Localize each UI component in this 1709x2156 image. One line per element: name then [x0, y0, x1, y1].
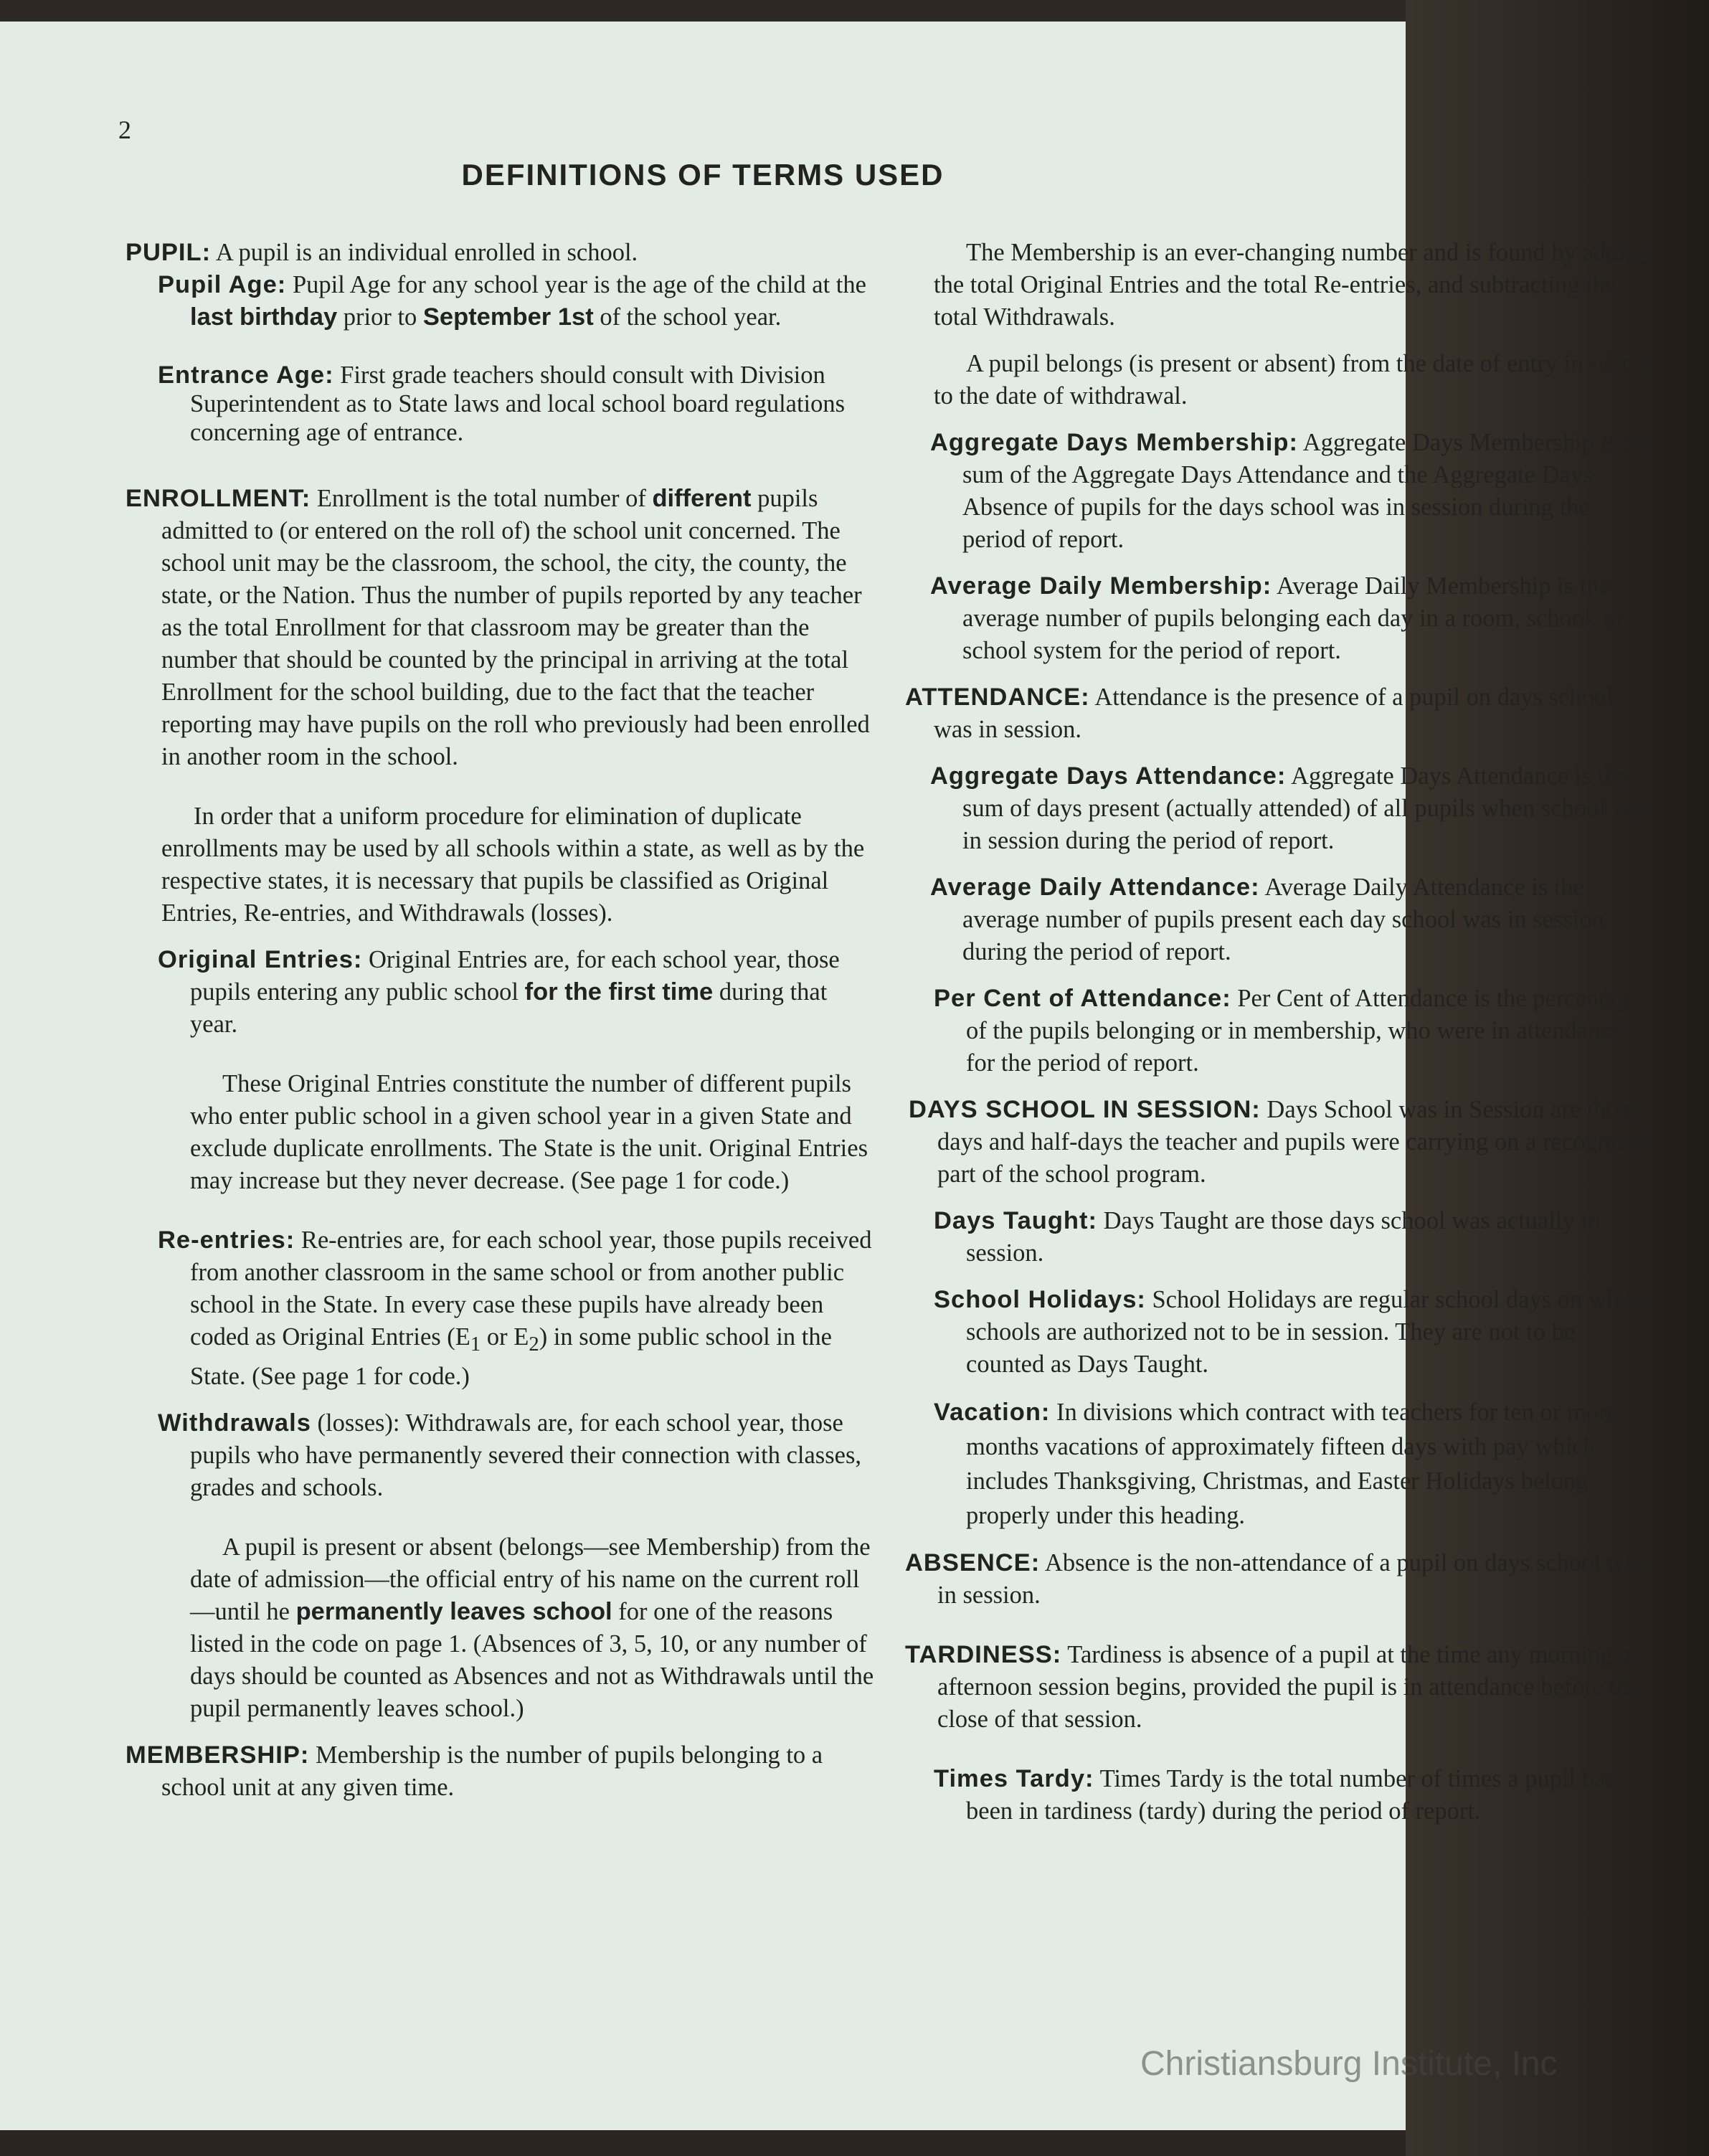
term-aggregate-days-attendance: Aggregate Days Attendance: [930, 762, 1287, 790]
page-number: 2 [118, 115, 131, 144]
term-pupil: PUPIL: [126, 239, 212, 266]
definition-text: A pupil is an individual enrolled in school. [211, 239, 638, 266]
definition-text: Absence is the non-attendance of a pupil on days school was in session. [937, 1549, 1646, 1609]
emphasis-text: last birthday [190, 303, 338, 331]
term-school-holidays: School Holidays: [934, 1286, 1146, 1313]
definition-text: for one of the reasons listed in the code on page 1. (Absences of 3, 5, 10, or any number of days should be counted as Absences and not as Withdrawals until the pupil permanently leaves school.) [190, 1597, 874, 1722]
definition-text: Tardiness is absence of a pupil at the time any morning or afternoon session begins, provided the pupil is in attendance before the close of that session. [937, 1641, 1641, 1733]
definition-text: A pupil is present or absent (belongs—see Membership) from the date of admission—the official entry of his name on the current roll—until he [190, 1533, 871, 1625]
term-days-school-in-session: DAYS SCHOOL IN SESSION: [909, 1096, 1261, 1123]
definition-text: (losses): Withdrawals are, for each school year, those pupils who have permanently severed their connection with classes, grades and schools. [190, 1409, 862, 1501]
term-enrollment: ENROLLMENT: [126, 485, 311, 512]
scan-top-edge [0, 0, 1406, 22]
definition-text: Per Cent of Attendance is the percentage of the pupils belonging or in membership, who were in attendance for the period of report. [966, 985, 1640, 1077]
definition-text: Re-entries are, for each school year, those pupils received from another classroom in the same school or from another public school in the State. In every case these pupils have already been coded as Original Entries (E [190, 1226, 872, 1351]
definition-reentries [126, 1224, 875, 1393]
definition-entrance-age [126, 361, 875, 447]
definition-text: during that year. [190, 978, 828, 1038]
definition-text: Original Entries are, for each school year, those pupils entering any public school [190, 946, 840, 1006]
term-pupil-age: Pupil Age: [158, 271, 287, 298]
watermark: Christiansburg Institute, Inc [1140, 2045, 1558, 2083]
emphasis-text: for the first time [524, 978, 714, 1006]
paragraph-present-absent [126, 1531, 875, 1725]
emphasis-text: permanently leaves school [295, 1597, 612, 1625]
definition-text: of the school year. [593, 303, 782, 331]
term-reentries: Re-entries: [158, 1226, 295, 1254]
right-column [905, 237, 1654, 1828]
definition-text: Times Tardy is the total number of times a pupil has been in tardiness (tardy) during the period of report. [966, 1765, 1615, 1825]
term-entrance-age: Entrance Age: [158, 361, 334, 389]
paragraph-pupil-belongs: A pupil belongs (is present or absent) from the date of entry in school to the date of withdrawal. [934, 350, 1654, 410]
definition-aggregate-days-attendance [905, 760, 1654, 857]
term-absence: ABSENCE: [905, 1549, 1041, 1576]
definition-absence [905, 1547, 1654, 1612]
emphasis-text: different [652, 485, 752, 512]
term-times-tardy: Times Tardy: [934, 1765, 1094, 1792]
term-membership: MEMBERSHIP: [126, 1741, 310, 1769]
term-tardiness: TARDINESS: [905, 1641, 1062, 1668]
term-per-cent-attendance: Per Cent of Attendance: [934, 985, 1231, 1012]
subscript: 1 [470, 1332, 481, 1356]
definition-text: Membership is the number of pupils belonging to a school unit at any given time. [161, 1741, 823, 1801]
definition-per-cent-attendance [905, 983, 1654, 1079]
definition-text: School Holidays are regular school days on which schools are authorized not to be in session. They are not to be counted as Days Taught. [966, 1286, 1649, 1378]
definition-text: Days Taught are those days school was actually in session. [966, 1207, 1601, 1267]
term-average-daily-attendance: Average Daily Attendance: [930, 874, 1260, 901]
definition-enrollment [126, 483, 875, 773]
definition-days-school-in-session [905, 1094, 1654, 1191]
definition-pupil [126, 237, 875, 269]
paragraph-uniform-procedure: In order that a uniform procedure for elimination of duplicate enrollments may be used by all schools within a state, as well as by the respective states, it is necessary that pupils be classified as Original Entries, Re-entries, and Withdrawals (losses). [161, 803, 865, 927]
definition-membership [126, 1739, 875, 1804]
definition-text: Days School was in Session are those days and half-days the teacher and pupils were carrying on a recognized part of the school program. [937, 1096, 1652, 1188]
term-vacation: Vacation: [934, 1399, 1051, 1426]
definition-withdrawals [126, 1407, 875, 1504]
definition-text: In divisions which contract with teachers for ten or more months vacations of approximately fifteen days with pay which includes Thanksgiving, Christmas, and Easter Holidays belong properly under this heading. [966, 1399, 1618, 1529]
emphasis-text: September 1st [422, 303, 594, 331]
definition-original-entries [126, 944, 875, 1041]
term-attendance: ATTENDANCE: [905, 684, 1090, 711]
definition-text: ) in some public school in the State. (See page 1 for code.) [190, 1323, 832, 1390]
term-withdrawals: Withdrawals [158, 1409, 311, 1437]
definition-attendance [905, 681, 1654, 746]
paragraph-membership-changing: The Membership is an ever-changing number and is found by adding the total Original Entries and the total Re-entries, and subtracting the total Withdrawals. [934, 239, 1650, 331]
term-original-entries: Original Entries: [158, 946, 363, 973]
definition-text: Aggregate Days Membership is the sum of the Aggregate Days Attendance and the Aggregate Days Absence of pupils for the days school was in session during the period of report. [962, 429, 1654, 553]
definition-text: prior to [337, 303, 423, 331]
definition-aggregate-days-membership [905, 427, 1654, 556]
definition-text: Attendance is the presence of a pupil on days school was in session. [934, 684, 1614, 743]
definition-times-tardy [905, 1763, 1654, 1828]
definition-text: First grade teachers should consult with Division Superintendent as to State laws and local school board regulations concerning age of entrance. [190, 361, 846, 446]
paragraph-original-entries: These Original Entries constitute the number of different pupils who enter public school in a given school year in a given State and exclude duplicate enrollments. The State is the unit. Original Entries may increase but they never decrease. (See page 1 for code.) [190, 1070, 868, 1194]
document-page [0, 22, 1654, 2130]
definition-text: Aggregate Days Attendance is the sum of days present (actually attended) of all pupils when school was in session during the period of report. [962, 762, 1651, 854]
page-title: DEFINITIONS OF TERMS USED [461, 158, 945, 192]
definition-tardiness [905, 1639, 1654, 1736]
definition-average-daily-attendance [905, 871, 1654, 968]
definition-text: pupils admitted to (or entered on the roll of) the school unit concerned. The school unit may be the classroom, the school, the city, the county, the state, or the Nation. Thus the number of pupils reported by any teacher as the total Enrollment for that classroom may be greater than the number that should be counted by the principal in arriving at the total Enrollment for the school building, due to the fact that the teacher reporting may have pupils on the roll who previously had been enrolled in another room in the school. [161, 485, 870, 770]
term-average-daily-membership: Average Daily Membership: [930, 572, 1272, 600]
definition-text: or E [480, 1323, 529, 1351]
term-aggregate-days-membership: Aggregate Days Membership: [930, 429, 1298, 456]
definition-days-taught [905, 1205, 1654, 1270]
definition-average-daily-membership [905, 570, 1654, 667]
definition-text: Enrollment is the total number of [311, 485, 653, 512]
term-days-taught: Days Taught: [934, 1207, 1097, 1234]
definition-vacation [905, 1395, 1654, 1533]
definition-text: Average Daily Membership is the average number of pupils belonging each day in a room, school, or school system for the period of report. [962, 572, 1624, 664]
definition-text: Pupil Age for any school year is the age of the child at the [286, 271, 866, 298]
subscript: 2 [529, 1332, 539, 1356]
definition-pupil-age [126, 269, 875, 334]
definition-school-holidays [905, 1284, 1654, 1381]
left-column [126, 237, 875, 1804]
definition-text: Average Daily Attendance is the average number of pupils present each day school was in session during the period of report. [962, 874, 1604, 965]
